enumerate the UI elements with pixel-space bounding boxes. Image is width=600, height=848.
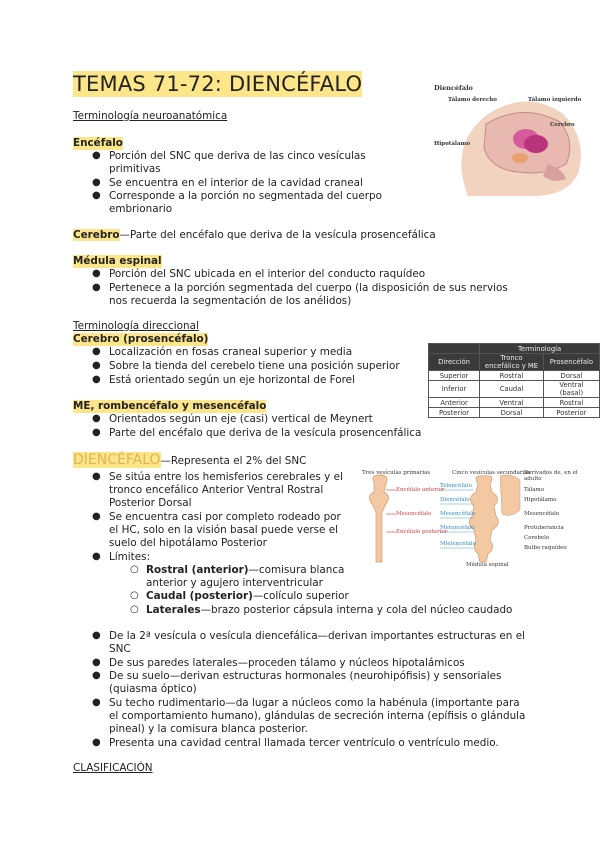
bullet-icon: ● — [92, 737, 101, 748]
list-item: Su techo rudimentario—da lugar a núcleos como la habénula (importante para — [109, 697, 520, 709]
limite-item-cont: anterior y agujero interventricular — [146, 577, 323, 589]
list-item: el comportamiento humano), glándulas de secreción interna (epífisis o glándula — [109, 710, 526, 722]
bullet-icon: ● — [92, 697, 101, 708]
brain-label: Hipotálamo — [434, 141, 471, 147]
section-heading-terminologia-dir: Terminología direccional — [73, 320, 199, 332]
diencefalo-definition — [73, 449, 306, 468]
limite-term: Laterales — [146, 604, 201, 616]
circle-bullet-icon: ○ — [130, 604, 139, 615]
limite-def: —comisura blanca — [248, 564, 345, 576]
medula-heading: Médula espinal — [73, 255, 162, 267]
list-item: Parte del encéfalo que deriva de la vesícula prosencenfálica — [109, 427, 422, 439]
circle-bullet-icon: ○ — [130, 564, 139, 575]
clasificacion-heading: CLASIFICACIÓN — [73, 762, 153, 774]
table-cell: Rostral — [543, 398, 599, 408]
terminology-table — [428, 343, 600, 418]
vesicle-derivative-label: Hipotálamo — [524, 497, 557, 503]
list-item: primitivas — [109, 163, 161, 175]
list-item: Sobre la tienda del cerebelo tiene una posición superior — [109, 360, 400, 372]
bullet-icon: ● — [92, 177, 101, 188]
vesicle-derivative-label: Protuberancia — [524, 525, 564, 531]
list-item: Se encuentra casi por completo rodeado por — [109, 511, 341, 523]
table-cell: Caudal — [480, 381, 544, 398]
vesicle-secondary-label: Diencéfalo — [440, 497, 470, 503]
cerebro-def: —Parte del encéfalo que deriva de la vesícula prosencefálica — [119, 229, 436, 241]
list-item: De su suelo—derivan estructuras hormonales (neurohipófisis) y sensoriales — [109, 670, 502, 682]
table-row — [429, 371, 600, 381]
bullet-icon: ● — [92, 374, 101, 385]
table-cell: Posterior — [543, 408, 599, 418]
bullet-icon: ● — [92, 471, 101, 482]
list-item: Está orientado según un eje horizontal de Forel — [109, 374, 355, 386]
table-row — [429, 398, 600, 408]
table-cell: Dorsal — [480, 408, 544, 418]
bullet-icon: ● — [92, 657, 101, 668]
brain-label: Cerebro — [550, 122, 575, 128]
brain-figure-title: Diencéfalo — [434, 84, 473, 92]
table-header: Dirección — [429, 354, 480, 371]
table-row — [429, 381, 600, 398]
table-row — [429, 408, 600, 418]
list-item: (quiasma óptico) — [109, 683, 197, 695]
list-item: De sus paredes laterales—proceden tálamo y núcleos hipotalámicos — [109, 657, 465, 669]
table-header: Tronco encefálico y ME — [480, 354, 544, 371]
brain-figure — [428, 84, 588, 202]
bullet-icon: ● — [92, 670, 101, 681]
table-caption: Terminología — [480, 344, 600, 354]
list-item: Localización en fosas craneal superior y media — [109, 346, 353, 358]
list-item: nos recuerda la segmentación de los anélidos) — [109, 295, 352, 307]
table-cell: Superior — [429, 371, 480, 381]
section-heading-terminologia-neuro: Terminología neuroanatómica — [73, 110, 228, 122]
cerebro-definition — [73, 229, 436, 242]
list-item: Límites: — [109, 551, 151, 563]
cerebro-term: Cerebro — [73, 229, 120, 241]
brain-label: Tálamo derecho — [448, 97, 497, 103]
list-item: Posterior Dorsal — [109, 497, 192, 509]
list-item: tronco encefálico Anterior Ventral Rostral — [109, 484, 324, 496]
table-cell: Rostral — [480, 371, 544, 381]
limite-item — [146, 590, 349, 603]
table-cell: Dorsal — [543, 371, 599, 381]
vesicle-header: Derivados de, en el adulto — [524, 470, 578, 482]
bullet-icon: ● — [92, 346, 101, 357]
vesicle-header: Tres vesículas primarias — [362, 470, 431, 476]
list-item: Corresponde a la porción no segmentada del cuerpo — [109, 190, 382, 202]
list-item: De la 2ª vesícula o vesícula diencefálica—derivan importantes estructuras en el — [109, 630, 525, 642]
vesicle-secondary-label: Metencéfalo — [440, 525, 475, 531]
table-cell: Posterior — [429, 408, 480, 418]
vesicle-primary-label: Encéfalo anterior — [396, 487, 445, 493]
me-romb-heading: ME, rombencéfalo y mesencéfalo — [73, 400, 267, 412]
vesicle-figure — [362, 470, 588, 570]
bullet-icon: ● — [92, 413, 101, 424]
vesicle-secondary-label: Telencéfalo — [440, 483, 472, 489]
list-item: suelo del hipotálamo Posterior — [109, 537, 267, 549]
list-item: Pertenece a la porción segmentada del cuerpo (la disposición de sus nervios — [109, 282, 508, 294]
list-item: embrionario — [109, 203, 173, 215]
bullet-icon: ● — [92, 511, 101, 522]
bullet-icon: ● — [92, 190, 101, 201]
cerebro-pros-heading: Cerebro (prosencéfalo) — [73, 333, 209, 345]
vesicle-derivative-label: Mesencéfalo — [524, 511, 560, 517]
bullet-icon: ● — [92, 551, 101, 562]
list-item: Porción del SNC que deriva de las cinco vesículas — [109, 150, 366, 162]
limite-term: Rostral (anterior) — [146, 564, 249, 576]
bullet-icon: ● — [92, 150, 101, 161]
vesicle-illustration — [362, 470, 588, 570]
list-item: SNC — [109, 643, 131, 655]
vesicle-header: Cinco vesículas secundarias — [452, 470, 531, 476]
vesicle-secondary-label: Mielencéfalo — [440, 541, 476, 547]
circle-bullet-icon: ○ — [130, 590, 139, 601]
bullet-icon: ● — [92, 630, 101, 641]
page-title: TEMAS 71-72: DIENCÉFALO — [73, 72, 363, 96]
bullet-icon: ● — [92, 282, 101, 293]
encefalo-heading: Encéfalo — [73, 137, 123, 149]
vesicle-derivative-label: Cerebelo — [524, 535, 550, 541]
vesicle-derivative-label: Bulbo raquídeo — [524, 545, 567, 551]
vesicle-derivative-label: Tálamo — [524, 487, 545, 493]
list-item: Presenta una cavidad central llamada tercer ventrículo o ventrículo medio. — [109, 737, 499, 749]
list-item: Se encuentra en el interior de la cavidad craneal — [109, 177, 363, 189]
table-cell: Ventral (basal) — [543, 381, 599, 398]
list-item: pineal) y la comisura blanca posterior. — [109, 723, 308, 735]
vesicle-primary-label: Mesencéfalo — [396, 511, 432, 517]
bullet-icon: ● — [92, 427, 101, 438]
vesicle-bottom-label: Médula espinal — [466, 562, 509, 568]
diencefalo-term: DIENCÉFALO — [73, 452, 161, 468]
list-item: Porción del SNC ubicada en el interior del conducto raquídeo — [109, 268, 426, 280]
list-item: Orientados según un eje (casi) vertical de Meynert — [109, 413, 373, 425]
bullet-icon: ● — [92, 268, 101, 279]
vesicle-secondary-label: Mesencéfalo — [440, 511, 476, 517]
limite-def: —colículo superior — [252, 590, 349, 602]
bullet-icon: ● — [92, 360, 101, 371]
table-cell: Ventral — [480, 398, 544, 408]
limite-item — [146, 564, 344, 577]
limite-def: —brazo posterior cápsula interna y cola del núcleo caudado — [200, 604, 513, 616]
vesicle-primary-label: Encéfalo posterior — [396, 529, 448, 535]
limite-term: Caudal (posterior) — [146, 590, 253, 602]
table-header: Prosencéfalo — [543, 354, 599, 371]
list-item: el HC, solo en la visión basal puede verse el — [109, 524, 338, 536]
list-item: Se sitúa entre los hemisferios cerebrales y el — [109, 471, 343, 483]
limite-item — [146, 604, 512, 617]
table-cell: Anterior — [429, 398, 480, 408]
brain-label: Tálamo izquierdo — [528, 97, 582, 103]
table-cell: Inferior — [429, 381, 480, 398]
diencefalo-def: —Representa el 2% del SNC — [160, 455, 307, 467]
